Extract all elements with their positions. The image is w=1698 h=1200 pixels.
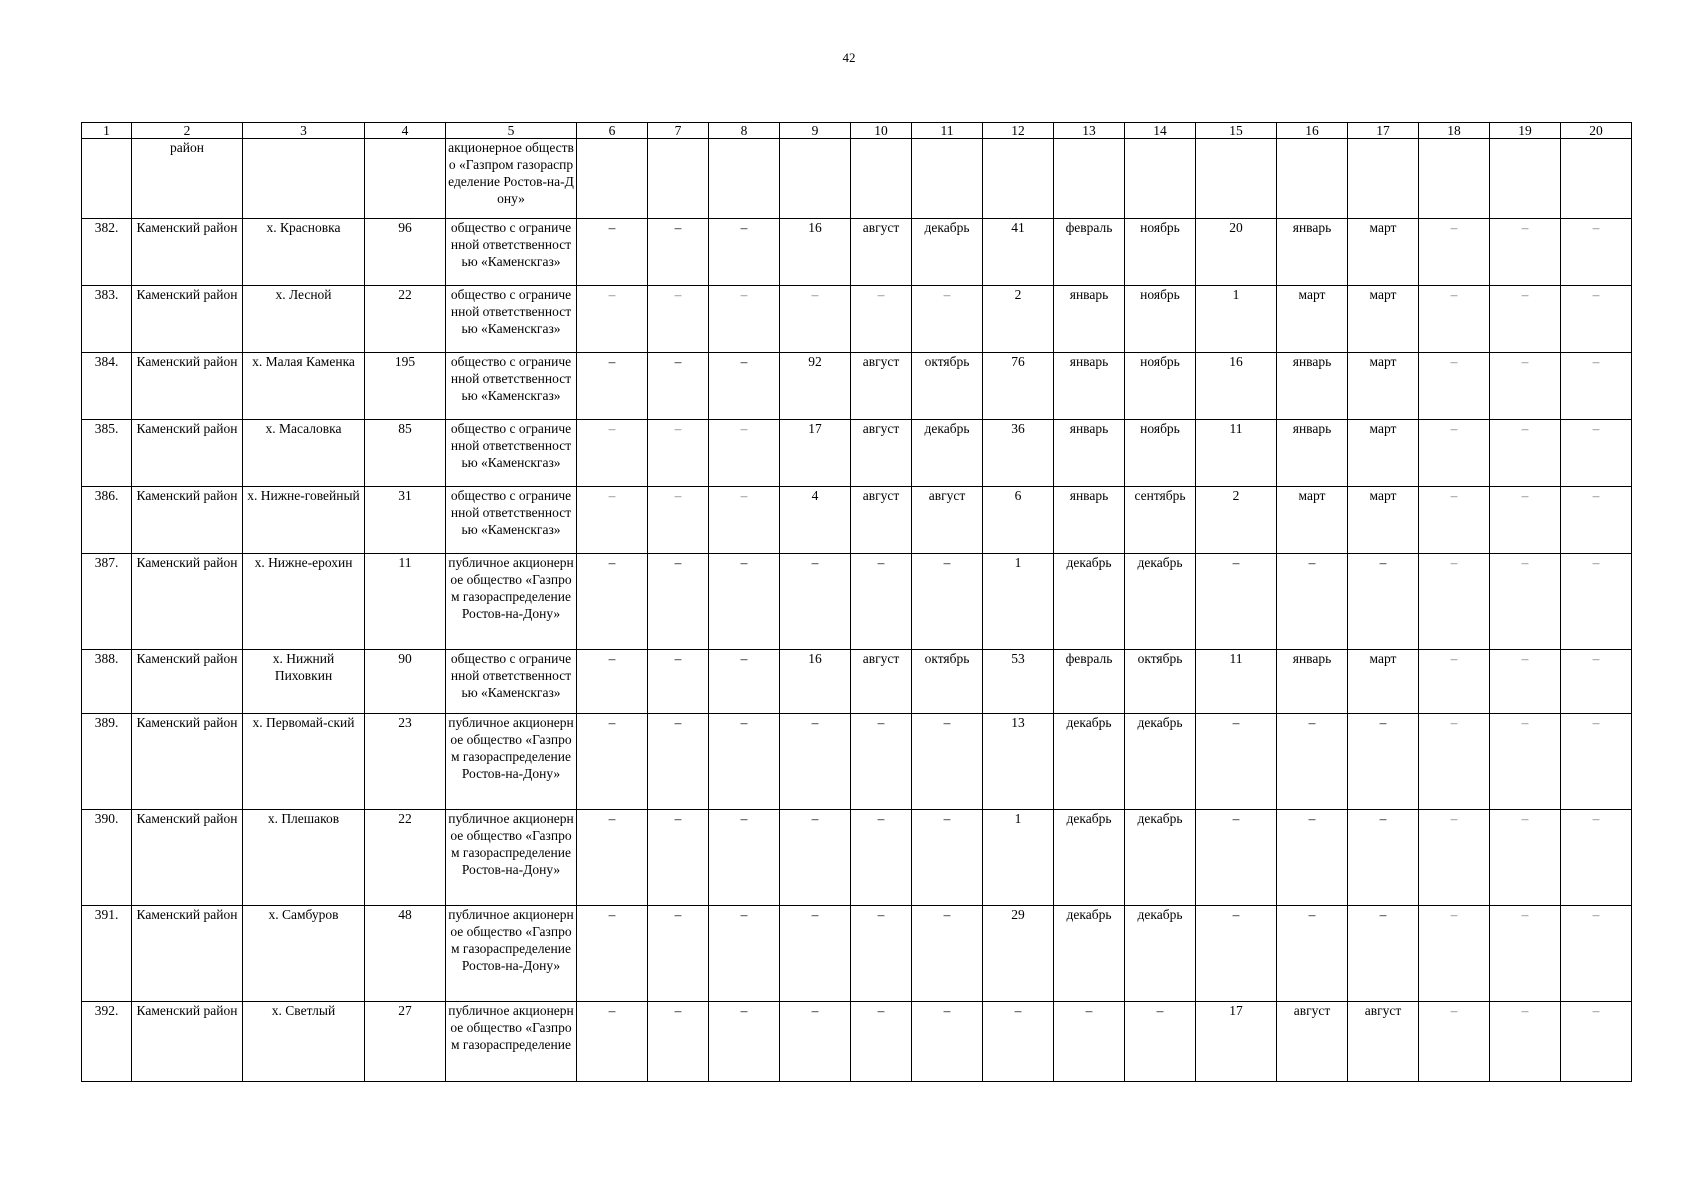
value-cell: 1 — [983, 810, 1054, 906]
value-cell: – — [1561, 219, 1632, 286]
value-cell: ноябрь — [1125, 353, 1196, 420]
column-number-row — [82, 123, 1632, 139]
row-number-cell: 392. — [82, 1002, 132, 1082]
value-cell: – — [1196, 906, 1277, 1002]
value-cell: 1 — [1196, 286, 1277, 353]
table-row — [82, 906, 1632, 1002]
value-cell: – — [577, 219, 648, 286]
value-cell: 11 — [1196, 420, 1277, 487]
value-cell: – — [577, 714, 648, 810]
value-cell: – — [648, 554, 709, 650]
organization-cell: публичное акционерное общество «Газпром газораспределение Ростов-на-Дону» — [446, 810, 577, 906]
row-number-cell: 386. — [82, 487, 132, 554]
column-number: 6 — [577, 123, 648, 139]
column-number: 3 — [243, 123, 365, 139]
value-cell: – — [912, 810, 983, 906]
value-cell: – — [780, 286, 851, 353]
value-cell: март — [1277, 487, 1348, 554]
row-number-cell: 382. — [82, 219, 132, 286]
value-cell: март — [1348, 219, 1419, 286]
value-cell: – — [709, 487, 780, 554]
value-cell: декабрь — [1125, 554, 1196, 650]
value-cell: январь — [1277, 353, 1348, 420]
table-row — [82, 353, 1632, 420]
district-cell: Каменский район — [132, 714, 243, 810]
column-number: 19 — [1490, 123, 1561, 139]
value-cell: – — [709, 906, 780, 1002]
value-cell: 20 — [1196, 219, 1277, 286]
table-row — [82, 810, 1632, 906]
column-number: 9 — [780, 123, 851, 139]
value-cell: январь — [1054, 353, 1125, 420]
value-cell: – — [912, 906, 983, 1002]
column-number: 7 — [648, 123, 709, 139]
table-row — [82, 286, 1632, 353]
settlement-cell: х. Нижний Пиховкин — [243, 650, 365, 714]
district-cell: Каменский район — [132, 1002, 243, 1082]
table-row — [82, 554, 1632, 650]
value-cell: – — [1561, 810, 1632, 906]
value-cell: – — [577, 650, 648, 714]
value-cell: – — [709, 810, 780, 906]
value-cell: – — [780, 1002, 851, 1082]
value-cell: 36 — [983, 420, 1054, 487]
value-cell: – — [1561, 714, 1632, 810]
count-cell: 22 — [365, 286, 446, 353]
table-row — [82, 487, 1632, 554]
value-cell: – — [1490, 420, 1561, 487]
value-cell: – — [780, 906, 851, 1002]
column-number: 13 — [1054, 123, 1125, 139]
value-cell: 41 — [983, 219, 1054, 286]
count-cell: 31 — [365, 487, 446, 554]
value-cell: 16 — [1196, 353, 1277, 420]
value-cell: – — [1419, 1002, 1490, 1082]
value-cell: – — [648, 353, 709, 420]
value-cell: – — [648, 286, 709, 353]
count-cell: 195 — [365, 353, 446, 420]
count-cell: 27 — [365, 1002, 446, 1082]
organization-cell: публичное акционерное общество «Газпром газораспределение Ростов-на-Дону» — [446, 714, 577, 810]
table-row — [82, 650, 1632, 714]
count-cell: 96 — [365, 219, 446, 286]
settlement-cell: х. Первомай-ский — [243, 714, 365, 810]
value-cell: январь — [1054, 286, 1125, 353]
value-cell: декабрь — [1054, 810, 1125, 906]
value-cell: – — [577, 810, 648, 906]
settlement-cell: х. Плешаков — [243, 810, 365, 906]
value-cell: – — [1490, 353, 1561, 420]
value-cell: – — [1419, 219, 1490, 286]
value-cell: январь — [1277, 420, 1348, 487]
value-cell: 17 — [1196, 1002, 1277, 1082]
value-cell: – — [577, 1002, 648, 1082]
value-cell: – — [709, 286, 780, 353]
value-cell: – — [1348, 714, 1419, 810]
value-cell — [1561, 139, 1632, 219]
count-cell — [365, 139, 446, 219]
value-cell: – — [648, 650, 709, 714]
table-row — [82, 714, 1632, 810]
value-cell: – — [1561, 487, 1632, 554]
value-cell: – — [577, 353, 648, 420]
value-cell: август — [851, 487, 912, 554]
value-cell: – — [1419, 906, 1490, 1002]
row-number-cell: 385. — [82, 420, 132, 487]
value-cell: октябрь — [912, 353, 983, 420]
value-cell: январь — [1054, 420, 1125, 487]
value-cell: – — [1196, 810, 1277, 906]
value-cell: – — [1490, 906, 1561, 1002]
value-cell: декабрь — [1054, 554, 1125, 650]
column-number: 11 — [912, 123, 983, 139]
table-row — [82, 420, 1632, 487]
count-cell: 11 — [365, 554, 446, 650]
value-cell: – — [709, 1002, 780, 1082]
column-number: 15 — [1196, 123, 1277, 139]
value-cell: – — [709, 420, 780, 487]
value-cell: – — [648, 714, 709, 810]
value-cell: декабрь — [912, 219, 983, 286]
table-row — [82, 219, 1632, 286]
value-cell: февраль — [1054, 650, 1125, 714]
value-cell: август — [851, 650, 912, 714]
value-cell: 17 — [780, 420, 851, 487]
value-cell: – — [1561, 420, 1632, 487]
value-cell: – — [1490, 650, 1561, 714]
value-cell: 13 — [983, 714, 1054, 810]
district-cell: Каменский район — [132, 219, 243, 286]
row-number-cell: 390. — [82, 810, 132, 906]
value-cell: – — [1419, 650, 1490, 714]
value-cell: 29 — [983, 906, 1054, 1002]
value-cell: – — [709, 650, 780, 714]
value-cell: – — [1419, 714, 1490, 810]
value-cell: – — [648, 487, 709, 554]
value-cell: – — [577, 286, 648, 353]
settlement-cell: х. Нижне-говейный — [243, 487, 365, 554]
organization-cell: общество с ограниченной ответственностью «Каменскгаз» — [446, 487, 577, 554]
value-cell: – — [1561, 1002, 1632, 1082]
value-cell: 6 — [983, 487, 1054, 554]
row-number-cell: 389. — [82, 714, 132, 810]
value-cell: август — [1348, 1002, 1419, 1082]
value-cell: – — [577, 906, 648, 1002]
value-cell: – — [1490, 487, 1561, 554]
value-cell: март — [1348, 286, 1419, 353]
value-cell: 2 — [1196, 487, 1277, 554]
value-cell: 4 — [780, 487, 851, 554]
value-cell: 92 — [780, 353, 851, 420]
column-number: 2 — [132, 123, 243, 139]
value-cell: август — [851, 353, 912, 420]
value-cell: ноябрь — [1125, 219, 1196, 286]
value-cell: август — [851, 420, 912, 487]
value-cell: – — [577, 487, 648, 554]
value-cell: – — [1561, 286, 1632, 353]
value-cell — [1125, 139, 1196, 219]
settlement-cell: х. Самбуров — [243, 906, 365, 1002]
value-cell — [851, 139, 912, 219]
value-cell: март — [1348, 487, 1419, 554]
row-number-cell: 388. — [82, 650, 132, 714]
row-number-cell — [82, 139, 132, 219]
district-cell: Каменский район — [132, 810, 243, 906]
organization-cell: общество с ограниченной ответственностью «Каменскгаз» — [446, 650, 577, 714]
count-cell: 23 — [365, 714, 446, 810]
value-cell: – — [1419, 487, 1490, 554]
value-cell: – — [1561, 906, 1632, 1002]
value-cell: октябрь — [1125, 650, 1196, 714]
value-cell: январь — [1277, 650, 1348, 714]
value-cell: – — [851, 1002, 912, 1082]
organization-cell: общество с ограниченной ответственностью «Каменскгаз» — [446, 353, 577, 420]
district-cell: район — [132, 139, 243, 219]
value-cell: август — [851, 219, 912, 286]
value-cell: – — [780, 810, 851, 906]
column-number: 16 — [1277, 123, 1348, 139]
organization-cell: общество с ограниченной ответственностью «Каменскгаз» — [446, 420, 577, 487]
column-number: 17 — [1348, 123, 1419, 139]
value-cell — [1419, 139, 1490, 219]
value-cell: 53 — [983, 650, 1054, 714]
settlement-cell: х. Масаловка — [243, 420, 365, 487]
value-cell: – — [1277, 714, 1348, 810]
value-cell — [577, 139, 648, 219]
value-cell: – — [709, 353, 780, 420]
column-number: 4 — [365, 123, 446, 139]
column-number: 20 — [1561, 123, 1632, 139]
row-number-cell: 384. — [82, 353, 132, 420]
district-cell: Каменский район — [132, 650, 243, 714]
value-cell — [912, 139, 983, 219]
value-cell: – — [1054, 1002, 1125, 1082]
organization-cell: публичное акционерное общество «Газпром газораспределение Ростов-на-Дону» — [446, 554, 577, 650]
value-cell: – — [577, 420, 648, 487]
value-cell: – — [851, 714, 912, 810]
value-cell: – — [983, 1002, 1054, 1082]
value-cell: – — [1561, 353, 1632, 420]
value-cell: – — [1419, 554, 1490, 650]
settlement-cell: х. Красновка — [243, 219, 365, 286]
row-number-cell: 387. — [82, 554, 132, 650]
value-cell — [1054, 139, 1125, 219]
value-cell: – — [912, 554, 983, 650]
district-cell: Каменский район — [132, 353, 243, 420]
value-cell: – — [851, 810, 912, 906]
value-cell: – — [1490, 810, 1561, 906]
value-cell — [1196, 139, 1277, 219]
count-cell: 90 — [365, 650, 446, 714]
organization-cell: акционерное общество «Газпром газораспределение Ростов-на-Дону» — [446, 139, 577, 219]
value-cell — [1490, 139, 1561, 219]
value-cell: – — [851, 906, 912, 1002]
value-cell — [648, 139, 709, 219]
value-cell — [1277, 139, 1348, 219]
count-cell: 85 — [365, 420, 446, 487]
value-cell: – — [1419, 810, 1490, 906]
organization-cell: публичное акционерное общество «Газпром газораспределение — [446, 1002, 577, 1082]
value-cell: – — [780, 714, 851, 810]
count-cell: 48 — [365, 906, 446, 1002]
organization-cell: общество с ограниченной ответственностью «Каменскгаз» — [446, 219, 577, 286]
value-cell: – — [1419, 286, 1490, 353]
value-cell: – — [1196, 714, 1277, 810]
column-number: 12 — [983, 123, 1054, 139]
value-cell: декабрь — [1054, 906, 1125, 1002]
value-cell: 2 — [983, 286, 1054, 353]
value-cell: декабрь — [1125, 810, 1196, 906]
value-cell — [780, 139, 851, 219]
value-cell: – — [648, 420, 709, 487]
value-cell: – — [1277, 906, 1348, 1002]
value-cell: январь — [1277, 219, 1348, 286]
value-cell: – — [1277, 810, 1348, 906]
value-cell: – — [709, 714, 780, 810]
value-cell — [1348, 139, 1419, 219]
value-cell: март — [1348, 420, 1419, 487]
value-cell: август — [912, 487, 983, 554]
value-cell: март — [1348, 650, 1419, 714]
value-cell: – — [1419, 420, 1490, 487]
value-cell: – — [1490, 286, 1561, 353]
value-cell: – — [1490, 219, 1561, 286]
value-cell: – — [1490, 714, 1561, 810]
value-cell: сентябрь — [1125, 487, 1196, 554]
district-cell: Каменский район — [132, 286, 243, 353]
value-cell: декабрь — [912, 420, 983, 487]
data-table — [81, 122, 1632, 1082]
value-cell: – — [851, 554, 912, 650]
column-number: 10 — [851, 123, 912, 139]
value-cell — [983, 139, 1054, 219]
district-cell: Каменский район — [132, 420, 243, 487]
column-number: 1 — [82, 123, 132, 139]
district-cell: Каменский район — [132, 906, 243, 1002]
value-cell: декабрь — [1125, 906, 1196, 1002]
column-number: 18 — [1419, 123, 1490, 139]
value-cell: – — [1125, 1002, 1196, 1082]
value-cell: – — [1490, 554, 1561, 650]
value-cell: – — [1419, 353, 1490, 420]
value-cell: март — [1277, 286, 1348, 353]
value-cell: 76 — [983, 353, 1054, 420]
value-cell: – — [709, 219, 780, 286]
table-row — [82, 1002, 1632, 1082]
district-cell: Каменский район — [132, 554, 243, 650]
value-cell: март — [1348, 353, 1419, 420]
column-number: 8 — [709, 123, 780, 139]
value-cell: – — [912, 714, 983, 810]
value-cell: февраль — [1054, 219, 1125, 286]
value-cell: декабрь — [1125, 714, 1196, 810]
page-number: 42 — [842, 50, 856, 65]
value-cell: – — [1277, 554, 1348, 650]
value-cell: – — [912, 286, 983, 353]
value-cell: – — [1490, 1002, 1561, 1082]
row-number-cell: 391. — [82, 906, 132, 1002]
settlement-cell: х. Нижне-ерохин — [243, 554, 365, 650]
value-cell: декабрь — [1054, 714, 1125, 810]
district-cell: Каменский район — [132, 487, 243, 554]
settlement-cell: х. Светлый — [243, 1002, 365, 1082]
value-cell: ноябрь — [1125, 286, 1196, 353]
value-cell: – — [851, 286, 912, 353]
value-cell: – — [780, 554, 851, 650]
value-cell: – — [912, 1002, 983, 1082]
value-cell: – — [648, 906, 709, 1002]
value-cell: – — [577, 554, 648, 650]
value-cell: 1 — [983, 554, 1054, 650]
table-row — [82, 139, 1632, 219]
value-cell: – — [1348, 810, 1419, 906]
value-cell: 16 — [780, 219, 851, 286]
value-cell: – — [1348, 554, 1419, 650]
settlement-cell: х. Лесной — [243, 286, 365, 353]
value-cell: – — [709, 554, 780, 650]
value-cell: – — [1196, 554, 1277, 650]
settlement-cell — [243, 139, 365, 219]
column-number: 14 — [1125, 123, 1196, 139]
organization-cell: общество с ограниченной ответственностью «Каменскгаз» — [446, 286, 577, 353]
value-cell: 16 — [780, 650, 851, 714]
value-cell: – — [1348, 906, 1419, 1002]
value-cell: январь — [1054, 487, 1125, 554]
column-number: 5 — [446, 123, 577, 139]
value-cell — [709, 139, 780, 219]
settlement-cell: х. Малая Каменка — [243, 353, 365, 420]
value-cell: август — [1277, 1002, 1348, 1082]
row-number-cell: 383. — [82, 286, 132, 353]
value-cell: – — [1561, 650, 1632, 714]
organization-cell: публичное акционерное общество «Газпром газораспределение Ростов-на-Дону» — [446, 906, 577, 1002]
value-cell: – — [648, 219, 709, 286]
count-cell: 22 — [365, 810, 446, 906]
value-cell: октябрь — [912, 650, 983, 714]
value-cell: 11 — [1196, 650, 1277, 714]
value-cell: – — [648, 1002, 709, 1082]
value-cell: ноябрь — [1125, 420, 1196, 487]
value-cell: – — [648, 810, 709, 906]
value-cell: – — [1561, 554, 1632, 650]
